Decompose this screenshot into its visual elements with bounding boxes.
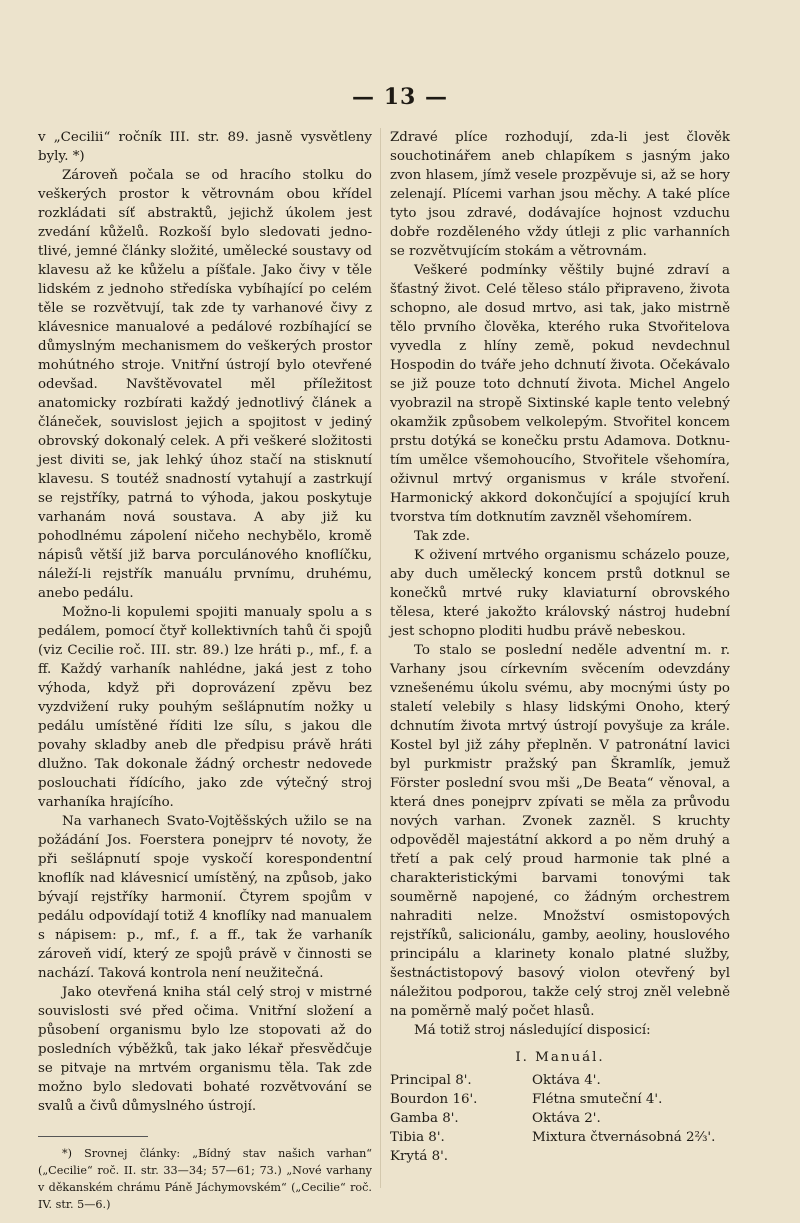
paragraph: Možno-li kopulemi spojiti manualy spolu a s pedálem, pomocí čtyř kollektivních tahů či spojů (viz Cecilie roč. III. str. 89.) lze hráti p., mf., f. a ff. Každý varhaník nahlédne, jaká jest z toho výhoda, když při doprovázení zpěvu bez vyzdvižení ruky pouhým sešlápnutím nožky u pedálu umístěné říditi lze sílu, s jakou dle povahy skladby aneb dle předpisu právě hráti dlužno. Tak dokonale žádný orchestr nedovede poslouchati řídícího, jako zde výtečný stroj varhaníka hrajícího. [38,605,372,810]
stop-item: Oktáva 4'. [532,1073,601,1088]
stop-item: Flétna smuteční 4'. [532,1092,663,1107]
paragraph: K oživení mrtvého organismu scházelo pouze, aby duch umělecký koncem prstů dotknul se konečků mrtvé ruky klaviaturní obrovského tělesa, které jakožto královský nástroj hudební jest schopno ploditi hudbu právě nebeskou. [390,548,730,639]
manual-heading: I. Manuál. [515,1050,605,1065]
footnote [38,1145,372,1213]
stop-item [532,1147,730,1166]
paragraph: v „Cecilii“ ročník III. str. 89. jasně vysvětleny byly. *) [38,130,372,164]
footnote-rule [38,1136,148,1137]
paragraph: Má totiž stroj následující disposicí: [414,1023,651,1038]
right-column [390,128,730,1166]
stop-item: Tibia 8'. [390,1130,445,1145]
stop-item: Oktáva 2'. [532,1111,601,1126]
stop-item: Mixtura čtvernásobná 2²⁄₃'. [532,1130,716,1145]
stop-item: Principal 8'. [390,1073,472,1088]
paragraph: Tak zde. [414,529,471,544]
stop-item: Gamba 8'. [390,1111,459,1126]
paragraph: Na varhanech Svato-Vojtěšských užilo se na požádání Jos. Foerstera ponejprv té novoty, že při sešlápnutí spoje vyskočí korespondentní knoflík nad klávesnicí umístěný, na způsob, jako bývají rejstříky harmonií. Čtyrem spojům v pedálu odpovídají totiž 4 knoflíky nad manualem s nápisem: p., mf., f. a ff., tak že varhaník zároveň vidí, který ze spojů právě v činnosti se nachází. Taková kontrola není neužitečná. [38,814,372,981]
stop-list [390,1071,730,1166]
page-number: — 13 — [352,84,448,110]
paragraph: Jako otevřená kniha stál celý stroj v mistrné souvislosti své před očima. Vnitřní složení a působení organismu bylo lze stopovati až do posledních výběžků, tak jako lékař přesvědčuje se pitvaje na mrtvém organismu těla. Tak zde možno bylo sledovati bohaté rozvětvování se svalů a čivů důmyslného ústrojí. [38,985,372,1114]
left-column [38,128,372,1213]
stop-item: Krytá 8'. [390,1149,449,1164]
paragraph: Veškeré podmínky věštily bujné zdraví a šťastný život. Celé těleso stálo připraveno, života schopno, ale dosud mrtvo, asi tak, jako mistrně tělo prvního člověka, kterého ruka Stvořitelova vyvedla z hlíny země, pokud nevdechnul Hospodin do tváře jeho dchnutí života. Očekávalo se již pouze toto dchnutí života. Michel Angelo vyobrazil na stropě Sixtinské kaple tento velebný okamžik způsobem velkolepým. Stvořitel koncem prstu dotýká se konečku prstu Adamova. Dotknutím umělce všemohoucího, Stvořitele všehomíra, oživnul mrtvý organismus v krále stvoření. Harmonický akkord dokončující a spojující kruh tvorstva tím dotknutím zavzněl všehomírem. [390,263,730,525]
footnote-text: *) Srovnej články: „Bídný stav našich varhan“ („Cecilie“ roč. II. str. 33—34; 57—61; 73.) „Nové varhany v děkanském chrámu Páně Jáchymovském“ („Cecilie“ roč. IV. str. 5—6.) [38,1147,372,1211]
paragraph: Zdravé plíce rozhodují, zda-li jest člověk souchotinářem aneb chlapíkem s jasným jako zvon hlasem, jímž vesele prozpěvuje si, až se hory zelenají. Plícemi varhan jsou měchy. A také plíce tyto jsou zdravé, dodávajíce hojnost vzduchu dobře rozděleného vždy útleji z plic varhanních se rozvětvujícím stokám a větrovnám. [390,130,730,259]
paragraph: Zároveň počala se od hracího stolku do veškerých prostor k větrovnám obou křídel rozkládati síť abstraktů, jejichž úkolem jest zvedání kůželů. Rozkoší bylo sledovati jednotlivé, jemné články složité, umělecké soustavy od klavesu až ke kůželu a píšťale. Jako čivy v těle lidském z jednoho středíska vybíhající po celém těle se rozvětvují, tak zde ty varhanové čivy z klávesnice manualové a pedálové rozbíhající se důmyslným mechanismem do veškerých prostor mohútného stroje. Vnitřní ústrojí bylo otevřené odevšad. Navštěvovatel měl příležitost anatomicky rozbírati každý jednotlivý článek a článeček, souvislost jejich a spojitost v jediný obrovský dokonalý celek. A při veškeré složitosti jest diviti se, jak lehký úhoz stačí na stisknutí klavesu. S toutéž snadností vytahují a zastrkují se rejstříky, patrná to výhoda, jakou poskytuje varhanám nová soustava. A aby již ku pohodlnému zápolení ničeho nechybělo, kromě nápisů větší již barva porculánového knoflíčku, náleží-li rejstřík manuálu prvnímu, druhému, anebo pedálu. [38,168,372,601]
paragraph: To stalo se poslední neděle adventní m. r. Varhany jsou církevním svěcením odevzdány vznešenému úkolu svému, aby mocnými ústy po staletí velebily s hlasy lidskými Onoho, který dchnutím života mrtvý ústrojí povyšuje za krále. Kostel byl již záhy přeplněn. V patronátní lavici byl purkmistr pražský pan Škramlík, jemuž Förster poslední svou mši „De Beata“ věnoval, a která dnes ponejprv zpívati se měla za průvodu nových varhan. Zvonek zazněl. S kruchty odpověděl majestátní akkord a po něm druhý a třetí a pak celý proud harmonie tak plné a charakteristickými barvami tonovými tak souměrně napojené, co žádným orchestrem nahraditi nelze. Množství osmistopových rejstříků, salicionálu, gamby, aeoliny, houslového principálu a klarinety konalo platné služby, šestnáctistopový basový violon otevřený byl náležitou podporou, takže celý stroj zněl velebně na poměrně malý počet hlasů. [390,643,730,1019]
column-gutter [380,128,381,1188]
stop-item: Bourdon 16'. [390,1092,478,1107]
